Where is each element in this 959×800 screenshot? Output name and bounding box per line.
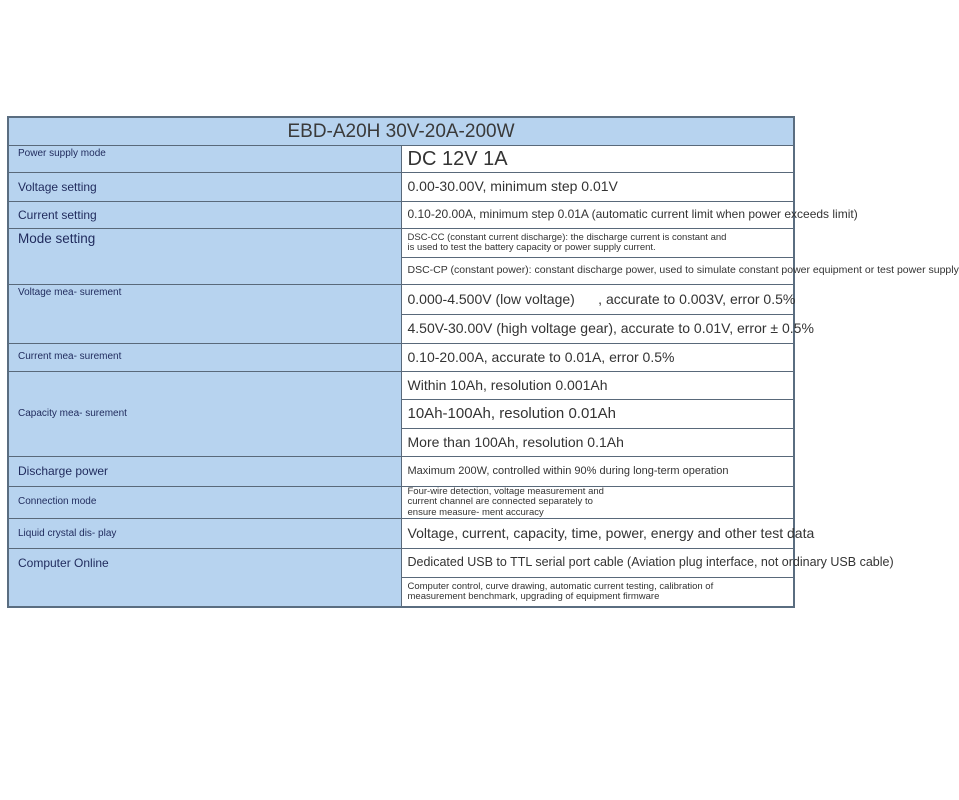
discharge-power-value: Maximum 200W, controlled within 90% during long-term operation xyxy=(401,457,794,487)
current-setting-value: 0.10-20.00A, minimum step 0.01A (automatic current limit when power exceeds limit) xyxy=(401,202,794,229)
capacity-value-mid: 10Ah-100Ah, resolution 0.01Ah xyxy=(401,400,794,429)
capacity-measurement-label: Capacity mea- surement xyxy=(8,372,401,457)
table-row xyxy=(8,487,794,519)
mode-setting-value-cc: DSC-CC (constant current discharge): the discharge current is constant and is used to test the battery capacity or power supply current. xyxy=(401,229,794,258)
table-row xyxy=(8,202,794,229)
table-title: EBD-A20H 30V-20A-200W xyxy=(8,117,794,146)
voltage-measurement-value-low: 0.000-4.500V (low voltage) , accurate to 0.003V, error 0.5% xyxy=(401,285,794,315)
voltage-setting-value: 0.00-30.00V, minimum step 0.01V xyxy=(401,173,794,202)
voltage-measurement-label: Voltage mea- surement xyxy=(8,285,401,344)
title-row xyxy=(8,117,794,146)
power-supply-label: Power supply mode xyxy=(8,146,401,173)
capacity-value-high: More than 100Ah, resolution 0.1Ah xyxy=(401,429,794,457)
voltage-setting-label: Voltage setting xyxy=(8,173,401,202)
table-row xyxy=(8,285,794,315)
current-measurement-value: 0.10-20.00A, accurate to 0.01A, error 0.5% xyxy=(401,344,794,372)
table-row xyxy=(8,549,794,578)
current-measurement-label: Current mea- surement xyxy=(8,344,401,372)
table-row xyxy=(8,519,794,549)
capacity-value-low: Within 10Ah, resolution 0.001Ah xyxy=(401,372,794,400)
connection-mode-label: Connection mode xyxy=(8,487,401,519)
table-row xyxy=(8,229,794,258)
table-row xyxy=(8,173,794,202)
lcd-display-value: Voltage, current, capacity, time, power, energy and other test data xyxy=(401,519,794,549)
table-row xyxy=(8,344,794,372)
connection-mode-value: Four-wire detection, voltage measurement and current channel are connected separately to ensure measure- ment accuracy xyxy=(401,487,794,519)
current-setting-label: Current setting xyxy=(8,202,401,229)
table-row xyxy=(8,146,794,173)
discharge-power-label: Discharge power xyxy=(8,457,401,487)
computer-online-label: Computer Online xyxy=(8,549,401,607)
table-row xyxy=(8,457,794,487)
mode-setting-label: Mode setting xyxy=(8,229,401,285)
computer-online-value-cable: Dedicated USB to TTL serial port cable (Aviation plug interface, not ordinary USB cable) xyxy=(401,549,794,578)
voltage-measurement-value-high: 4.50V-30.00V (high voltage gear), accurate to 0.01V, error ± 0.5% xyxy=(401,315,794,344)
power-supply-value: DC 12V 1A xyxy=(401,146,794,173)
spec-table xyxy=(7,116,959,608)
computer-online-value-functions: Computer control, curve drawing, automatic current testing, calibration of measurement benchmark, upgrading of equipment firmware xyxy=(401,578,794,607)
lcd-display-label: Liquid crystal dis- play xyxy=(8,519,401,549)
table-row xyxy=(8,372,794,400)
mode-setting-value-cp: DSC-CP (constant power): constant discharge power, used to simulate constant power equipment or test power supply xyxy=(401,258,794,285)
